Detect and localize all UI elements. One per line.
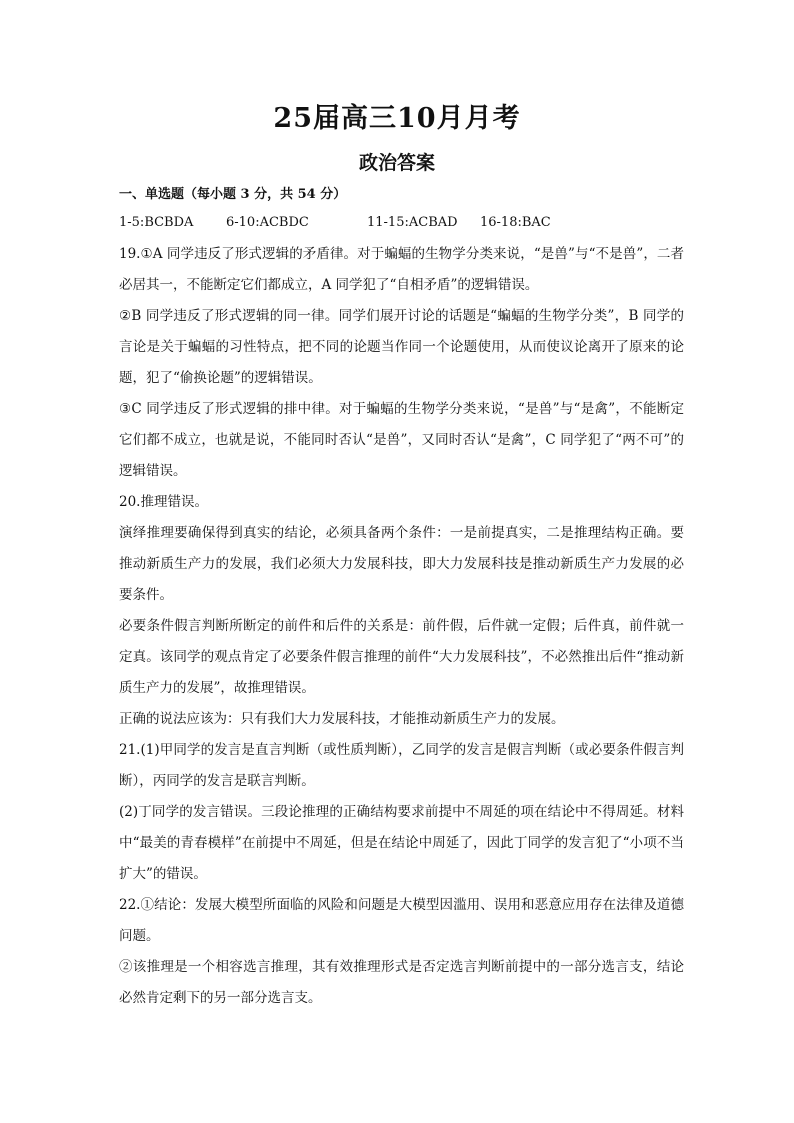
page-subtitle: 政治答案 [358,152,435,174]
answer-group-6-10: 6-10:ACBDC [226,215,309,230]
answer-group-1-5: 1-5:BCBDA [119,215,194,230]
q22-point-2: ②该推理是一个相容选言推理，其有效推理形式是否定选言判断前提中的一部分选言支，结论必然肯定剩下的另一部分选言支。 [119,959,684,1006]
q22-point-1: 22.①结论：发展大模型所面临的风险和问题是大模型因滥用、误用和恶意应用存在法律及道德问题。 [119,897,684,944]
page-title: 25届高三10月月考 [273,103,521,134]
q21-part-2: (2)丁同学的发言错误。三段论推理的正确结构要求前提中不周延的项在结论中不得周延。材料中“最美的青春模样”在前提中不周延，但是在结论中周延了，因此丁同学的发言犯了“小项不当扩大”的错误。 [119,804,684,882]
answer-group-16-18: 16-18:BAC [480,215,551,230]
q20-explanation-2: 必要条件假言判断所断定的前件和后件的关系是：前件假，后件就一定假；后件真，前件就一定真。该同学的观点肯定了必要条件假言推理的前件“大力发展科技”，不必然推出后件“推动新质生产力的发展”，故推理错误。 [119,618,684,696]
q19-point-3: ③C 同学违反了形式逻辑的排中律。对于蝙蝠的生物学分类来说，“是兽”与“是禽”，不能断定它们都不成立，也就是说，不能同时否认“是兽”，又同时否认“是禽”，C 同学犯了“两不可”的逻辑错误。 [119,401,684,479]
q21-part-1: 21.(1)甲同学的发言是直言判断（或性质判断），乙同学的发言是假言判断（或必要条件假言判断），丙同学的发言是联言判断。 [119,742,684,789]
single-choice-answers [119,209,684,237]
section-heading-single-choice: 一、单选题（每小题 3 分，共 54 分） [119,187,347,202]
q20-explanation-1: 演绎推理要确保得到真实的结论，必须具备两个条件：一是前提真实，二是推理结构正确。要推动新质生产力的发展，我们必须大力发展科技，即大力发展科技是推动新质生产力发展的必要条件。 [119,525,684,603]
answer-group-11-15: 11-15:ACBAD [367,215,458,230]
q20-correct-statement: 正确的说法应该为：只有我们大力发展科技，才能推动新质生产力的发展。 [119,711,565,727]
q19-point-1: 19.①A 同学违反了形式逻辑的矛盾律。对于蝙蝠的生物学分类来说，“是兽”与“不是兽”，二者必居其一，不能断定它们都成立，A 同学犯了“自相矛盾”的逻辑错误。 [119,246,684,293]
q20-conclusion: 20.推理错误。 [119,494,208,510]
document-body [119,181,684,1014]
q19-point-2: ②B 同学违反了形式逻辑的同一律。同学们展开讨论的话题是“蝙蝠的生物学分类”，B 同学的言论是关于蝙蝠的习性特点，把不同的论题当作同一个论题使用，从而使议论离开了原来的论题，犯了“偷换论题”的逻辑错误。 [119,308,684,386]
